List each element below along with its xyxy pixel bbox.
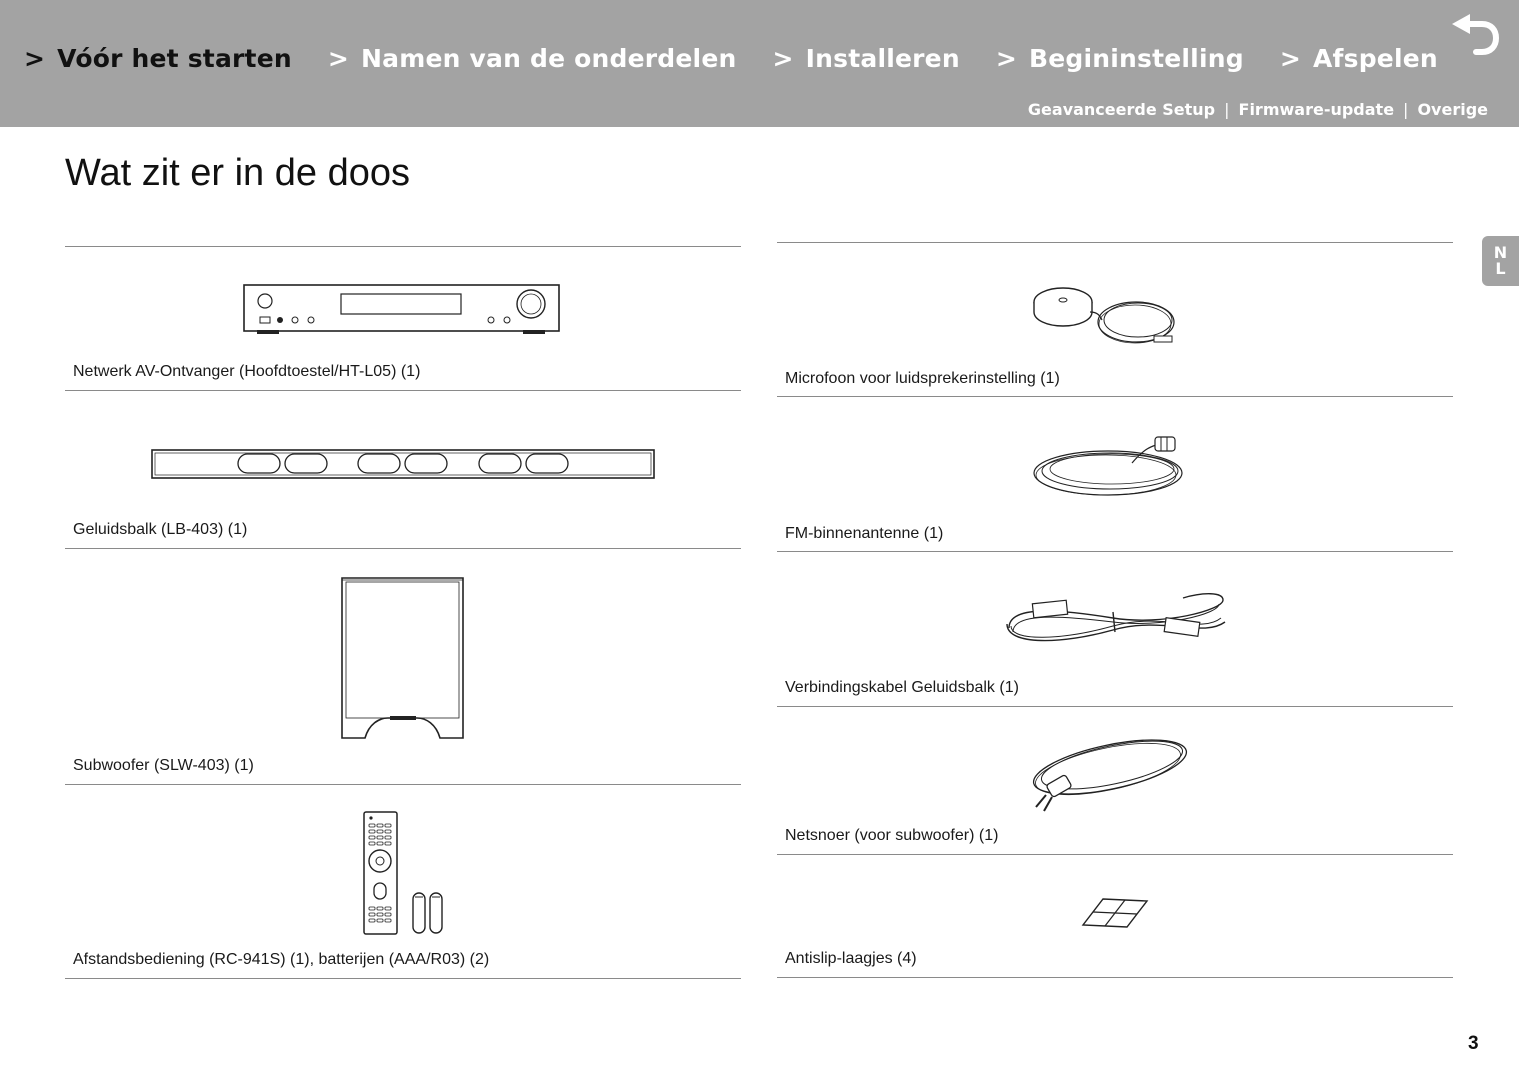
remote-control-icon <box>362 811 448 936</box>
item-label: Afstandsbediening (RC-941S) (1), batterijen (AAA/R03) (2) <box>73 951 490 968</box>
nav-item-afspelen[interactable] <box>1280 44 1438 73</box>
chevron-right-icon: > <box>1279 44 1301 73</box>
item-remote-control <box>65 785 741 979</box>
nav-item-label: Installeren <box>805 44 960 73</box>
item-label: Antislip-laagjes (4) <box>785 950 917 967</box>
nav-item-label: Namen van de onderdelen <box>361 44 737 73</box>
subnav-link-firmware-update[interactable]: Firmware-update <box>1238 100 1395 119</box>
nav-item-namen-van-de-onderdelen[interactable] <box>328 44 737 73</box>
item-label: Netsnoer (voor subwoofer) (1) <box>785 827 999 844</box>
power-cord-icon <box>1020 735 1192 813</box>
header-bar <box>0 0 1519 127</box>
nav-item-begininstelling[interactable] <box>996 44 1244 73</box>
connection-cable-icon <box>1003 590 1227 650</box>
item-label: Netwerk AV-Ontvanger (Hoofdtoestel/HT-L05) (1) <box>73 363 421 380</box>
subnav-link-geavanceerde-setup[interactable]: Geavanceerde Setup <box>1027 100 1216 119</box>
item-microphone <box>777 242 1453 397</box>
nav-item-label: Afspelen <box>1312 44 1438 73</box>
fm-antenna-icon <box>1032 435 1198 501</box>
chevron-right-icon: > <box>772 44 794 73</box>
antislip-pads-icon <box>1081 897 1149 929</box>
item-antislip-pads <box>777 855 1453 978</box>
chevron-right-icon: > <box>327 44 350 73</box>
item-label: Subwoofer (SLW-403) (1) <box>73 757 254 774</box>
return-arrow-icon[interactable] <box>1450 14 1500 58</box>
nav-item-voor-het-starten[interactable] <box>24 44 292 73</box>
item-power-cord <box>777 707 1453 855</box>
subwoofer-icon <box>340 576 466 740</box>
nav-item-label: Begininstelling <box>1028 44 1244 73</box>
language-tab-letter: N <box>1493 243 1508 262</box>
language-tab-letter: L <box>1495 259 1506 278</box>
subnav-link-overige[interactable]: Overige <box>1417 100 1488 119</box>
microphone-icon <box>1032 282 1180 348</box>
item-label: Microfoon voor luidsprekerinstelling (1) <box>785 370 1060 387</box>
chevron-right-icon: > <box>995 44 1017 73</box>
av-receiver-icon <box>243 284 561 336</box>
item-subwoofer <box>65 549 741 785</box>
chevron-right-icon: > <box>24 44 46 73</box>
item-label: Verbindingskabel Geluidsbalk (1) <box>785 679 1019 696</box>
page-title: Wat zit er in de doos <box>65 152 410 194</box>
language-tab[interactable] <box>1482 236 1519 286</box>
page-number: 3 <box>1468 1033 1479 1054</box>
nav-item-installeren[interactable] <box>772 44 959 73</box>
subnav-separator: | <box>1403 100 1409 119</box>
main-nav <box>24 44 1474 73</box>
item-label: Geluidsbalk (LB-403) (1) <box>73 521 248 538</box>
soundbar-icon <box>151 449 655 481</box>
nav-item-label: Vóór het starten <box>57 44 292 73</box>
subnav-separator: | <box>1224 100 1230 119</box>
item-av-receiver <box>65 246 741 391</box>
item-fm-antenna <box>777 397 1453 552</box>
sub-nav <box>1028 100 1488 119</box>
item-soundbar <box>65 391 741 549</box>
item-connection-cable <box>777 552 1453 707</box>
item-label: FM-binnenantenne (1) <box>785 525 944 542</box>
